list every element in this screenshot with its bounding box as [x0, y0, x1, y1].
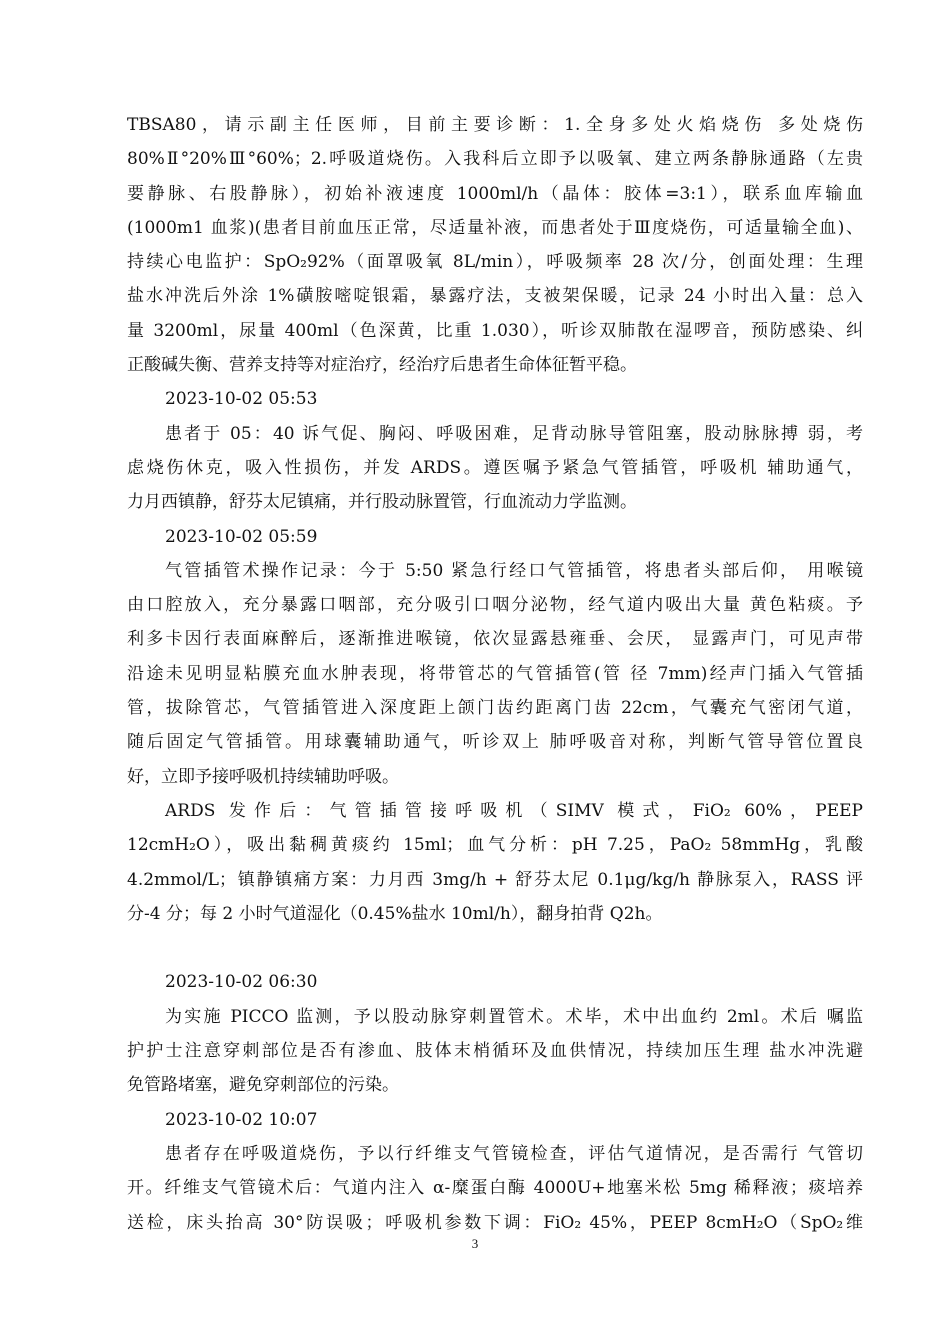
text-line: 护护士注意穿刺部位是否有渗血、肢体末梢循环及血供情况，持续加压生理 盐水冲洗避 [127, 1041, 863, 1062]
timestamp: 2023-10-02 05:59 [165, 526, 318, 547]
page-number: 3 [471, 1236, 479, 1251]
text-line: 患者于 05：40 诉气促、胸闷、呼吸困难，足背动脉导管阻塞，股动脉脉搏 弱，考 [165, 423, 863, 444]
text-line: 沿途未见明显粘膜充血水肿表现，将带管芯的气管插管(管 径 7mm)经声门插入气管插 [127, 663, 863, 684]
text-line: 送检，床头抬高 30°防误吸；呼吸机参数下调：FiO₂ 45%，PEEP 8cmH₂O（SpO₂维 [127, 1212, 863, 1233]
text-line: 气管插管术操作记录：今于 5:50 紧急行经口气管插管，将患者头部后仰， 用喉镜 [165, 560, 863, 581]
text-line: 为实施 PICCO 监测，予以股动脉穿刺置管术。术毕，术中出血约 2ml。术后 嘱监 [165, 1006, 863, 1027]
text-line: ARDS 发作后：气管插管接呼吸机（SIMV 模式，FiO₂ 60%，PEEP [165, 800, 863, 821]
text-line: 量 3200ml，尿量 400ml（色深黄，比重 1.030），听诊双肺散在湿啰音，预防感染、纠 [127, 320, 863, 341]
document-body [127, 108, 863, 1240]
text-line: 开。纤维支气管镜术后：气道内注入 α-糜蛋白酶 4000U+地塞米松 5mg 稀释液；痰培养 [127, 1178, 863, 1199]
text-line: 随后固定气管插管。用球囊辅助通气，听诊双上 肺呼吸音对称，判断气管导管位置良 [127, 732, 863, 753]
text-line: 4.2mmol/L；镇静镇痛方案：力月西 3mg/h + 舒芬太尼 0.1μg/kg/h 静脉泵入，RASS 评 [127, 869, 863, 890]
text-line: 盐水冲洗后外涂 1%磺胺嘧啶银霜，暴露疗法，支被架保暖，记录 24 小时出入量：总入 [127, 286, 863, 307]
text-line: 由口腔放入，充分暴露口咽部，充分吸引口咽分泌物，经气道内吸出大量 黄色粘痰。予 [127, 595, 863, 616]
text-line: TBSA80，请示副主任医师，目前主要诊断：1.全身多处火焰烧伤 多处烧伤 [127, 115, 863, 135]
text-line: 好，立即予接呼吸机持续辅助呼吸。 [127, 766, 399, 787]
text-line: 要静脉、右股静脉），初始补液速度 1000ml/h（晶体：胶体=3:1），联系血库输血 [127, 183, 863, 204]
text-line: 分-4 分；每 2 小时气道湿化（0.45%盐水 10ml/h），翻身拍背 Q2h。 [127, 903, 663, 924]
text-line: 12cmH₂O），吸出黏稠黄痰约 15ml；血气分析：pH 7.25，PaO₂ 58mmHg，乳酸 [127, 835, 863, 856]
text-line: 虑烧伤休克，吸入性损伤，并发 ARDS。遵医嘱予紧急气管插管，呼吸机 辅助通气， [127, 457, 863, 478]
text-line: 正酸碱失衡、营养支持等对症治疗，经治疗后患者生命体征暂平稳。 [127, 355, 637, 376]
text-line: 管，拔除管芯，气管插管进入深度距上颌门齿约距离门齿 22cm，气囊充气密闭气道， [127, 698, 863, 719]
text-line: 力月西镇静，舒芬太尼镇痛，并行股动脉置管，行血流动力学监测。 [127, 492, 637, 513]
text-line: 免管路堵塞，避免穿刺部位的污染。 [127, 1075, 399, 1096]
timestamp: 2023-10-02 05:53 [165, 389, 318, 410]
text-line: 患者存在呼吸道烧伤，予以行纤维支气管镜检查，评估气道情况，是否需行 气管切 [165, 1143, 863, 1164]
text-line: 持续心电监护：SpO₂92%（面罩吸氧 8L/min），呼吸频率 28 次/分，创面处理：生理 [127, 252, 863, 273]
timestamp: 2023-10-02 10:07 [165, 1109, 318, 1130]
timestamp: 2023-10-02 06:30 [165, 972, 318, 993]
text-line: 利多卡因行表面麻醉后，逐渐推进喉镜，依次显露悬雍垂、会厌， 显露声门，可见声带 [127, 629, 863, 650]
text-line: (1000m1 血浆)(患者目前血压正常，尽适量补液，而患者处于Ⅲ度烧伤，可适量输全血)、 [127, 217, 863, 238]
text-line: 80%Ⅱ°20%Ⅲ°60%；2.呼吸道烧伤。入我科后立即予以吸氧、建立两条静脉通路（左贵 [127, 149, 863, 170]
blank-line [127, 931, 863, 965]
